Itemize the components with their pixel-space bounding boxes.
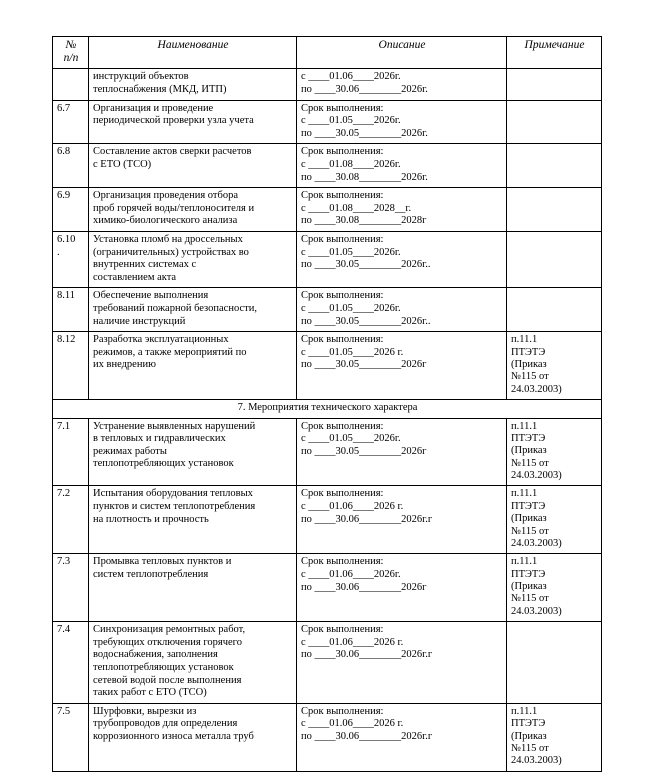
note-line: №115 от (511, 457, 549, 469)
name-line: с ЕТО (ТСО) (93, 159, 152, 170)
deadline-line: с ____01.06____2026г. (301, 568, 401, 580)
name-line: систем теплопотребления (93, 568, 209, 580)
deadline-line: по ____30.06________2026г (301, 581, 427, 593)
deadline-line: по ____30.05________2026г.. (301, 259, 431, 271)
cell-note (507, 144, 602, 188)
header-number-line1: № (65, 39, 77, 51)
name-line: теплоснабжения (МКД, ИТП) (93, 84, 227, 96)
note-line: 24.03.2003) (511, 755, 562, 767)
header-cell-name: Наименование (89, 37, 297, 69)
deadline-label: Срок выполнения: (301, 705, 384, 717)
cell-note (507, 554, 602, 622)
cell-description (297, 622, 507, 704)
cell-note (507, 231, 602, 287)
name-line: внутренних системах с (93, 259, 197, 271)
name-line: составлением акта (93, 271, 177, 283)
table-row (53, 288, 602, 332)
table-row (53, 554, 602, 622)
table-row (53, 486, 602, 554)
header-number-line2: п/п (63, 52, 79, 65)
note-line: п.11.1 (511, 556, 538, 568)
note-line: (Приказ (511, 730, 547, 742)
cell-number: 6.7 (53, 100, 89, 144)
deadline-line: с ____01.08____2026г. (301, 159, 401, 170)
name-line: теплопотребляющих установок (93, 458, 234, 470)
cell-description (297, 332, 507, 400)
cell-note (507, 418, 602, 486)
cell-name (89, 288, 297, 332)
table-row (53, 622, 602, 704)
cell-note (507, 622, 602, 704)
deadline-line: с ____01.05____2026г. (301, 302, 401, 314)
note-line: 24.03.2003) (511, 470, 562, 482)
table-row (53, 703, 602, 771)
table-body (53, 69, 602, 771)
cell-number: 7.2 (53, 486, 89, 554)
name-line: требований пожарной безопасности, (93, 302, 257, 314)
cell-description (297, 231, 507, 287)
section-title: 7. Мероприятия технического характера (53, 400, 602, 419)
cell-name (89, 69, 297, 100)
deadline-line: по ____30.06________2026г.г (301, 513, 433, 525)
deadline-line: с ____01.06____2026 г. (301, 501, 404, 513)
name-line: (ограничительных) устройствах во (93, 246, 249, 258)
cell-number: 8.12 (53, 332, 89, 400)
header-cell-number (53, 37, 89, 69)
name-line: коррозионного износа металла труб (93, 730, 254, 742)
name-line: таких работ с ЕТО (ТСО) (93, 687, 207, 699)
name-line: наличие инструкций (93, 315, 186, 327)
deadline-line: с ____01.05____2026 г. (301, 346, 404, 358)
name-line: Обеспечение выполнения (93, 290, 209, 302)
name-line: трубопроводов для определения (93, 718, 238, 730)
name-line: Устранение выявленных нарушений (93, 420, 256, 432)
deadline-label: Срок выполнения: (301, 190, 384, 202)
deadline-label: Срок выполнения: (301, 488, 384, 500)
name-line: Промывка тепловых пунктов и (93, 556, 232, 568)
table-header (53, 37, 602, 69)
measures-table (52, 36, 602, 772)
note-line: п.11.1 (511, 420, 538, 432)
deadline-label: Срок выполнения: (301, 556, 384, 568)
note-line: 24.03.2003) (511, 537, 562, 549)
name-line: их внедрению (93, 359, 156, 371)
cell-description (297, 486, 507, 554)
deadline-label: Срок выполнения: (301, 334, 384, 346)
cell-name (89, 622, 297, 704)
cell-name (89, 332, 297, 400)
table-row (53, 144, 602, 188)
cell-name (89, 188, 297, 232)
cell-note (507, 100, 602, 144)
cell-description (297, 288, 507, 332)
name-line: инструкций объектов (93, 71, 189, 83)
cell-number: 7.4 (53, 622, 89, 704)
deadline-line: с ____01.06____2026 г. (301, 718, 404, 730)
deadline-line: по ____30.06________2026г.г (301, 649, 433, 661)
deadline-line: по ____30.08________2026г. (301, 171, 428, 183)
name-line: Шурфовки, вырезки из (93, 705, 197, 717)
cell-number: 6.8 (53, 144, 89, 188)
cell-description (297, 144, 507, 188)
name-line: Разработка эксплуатационных (93, 334, 229, 346)
note-line: ПТЭТЭ (511, 568, 546, 580)
note-line: №115 от (511, 593, 549, 605)
deadline-label: Срок выполнения: (301, 624, 384, 636)
cell-description (297, 703, 507, 771)
table-section-row (53, 400, 602, 419)
deadline-line: по ____30.05________2026г (301, 359, 427, 371)
table-row (53, 188, 602, 232)
note-line: (Приказ (511, 513, 547, 525)
cell-description (297, 418, 507, 486)
name-line: химико-биологического анализа (93, 215, 238, 227)
note-line: 24.03.2003) (511, 383, 562, 395)
cell-note (507, 486, 602, 554)
cell-name (89, 554, 297, 622)
note-line: №115 от (511, 525, 549, 537)
cell-name (89, 486, 297, 554)
deadline-label: Срок выполнения: (301, 102, 384, 114)
name-line: Составление актов сверки расчетов (93, 146, 252, 158)
cell-number (53, 69, 89, 100)
name-line: Испытания оборудования тепловых (93, 488, 253, 500)
deadline-line: по ____30.05________2026г (301, 445, 427, 457)
note-line: (Приказ (511, 358, 547, 370)
cell-name (89, 703, 297, 771)
name-line: водоснабжения, заполнения (93, 649, 218, 661)
table-row (53, 332, 602, 400)
deadline-line: по ____30.08________2028г (301, 215, 427, 227)
name-line: на плотность и прочность (93, 513, 209, 525)
name-line: проб горячей воды/теплоносителя и (93, 202, 255, 214)
cell-note (507, 332, 602, 400)
cell-number: 7.3 (53, 554, 89, 622)
cell-note (507, 188, 602, 232)
deadline-line: с ____01.05____2026г. (301, 433, 401, 445)
cell-description (297, 554, 507, 622)
header-cell-description: Описание (297, 37, 507, 69)
note-line: №115 от (511, 742, 549, 754)
deadline-label: Срок выполнения: (301, 233, 384, 245)
cell-number: 6.9 (53, 188, 89, 232)
table-row (53, 69, 602, 100)
table-header-row (53, 37, 602, 69)
name-line: режимах работы (93, 445, 167, 457)
cell-name (89, 231, 297, 287)
deadline-line: с ____01.05____2026г. (301, 246, 401, 258)
table-row (53, 418, 602, 486)
name-line: теплопотребляющих установок (93, 662, 234, 673)
cell-number: 8.11 (53, 288, 89, 332)
note-line: (Приказ (511, 581, 547, 593)
cell-note (507, 703, 602, 771)
note-line: №115 от (511, 371, 549, 383)
name-line: режимов, а также мероприятий по (93, 346, 247, 358)
deadline-line: по ____30.05________2026г.. (301, 315, 431, 327)
note-line: (Приказ (511, 445, 547, 457)
note-line: п.11.1 (511, 705, 538, 717)
cell-name (89, 144, 297, 188)
table-row (53, 100, 602, 144)
name-line: требующих отключения горячего (93, 636, 242, 648)
cell-description (297, 100, 507, 144)
cell-number: 7.1 (53, 418, 89, 486)
cell-number: 7.5 (53, 703, 89, 771)
note-line: 24.03.2003) (511, 605, 562, 617)
name-line: периодической проверки узла учета (93, 115, 254, 127)
name-line: Организация и проведение (93, 102, 214, 114)
deadline-line: с ____01.05____2026г. (301, 115, 401, 127)
deadline-line: с ____01.08____2028__г. (301, 202, 412, 214)
deadline-label: Срок выполнения: (301, 146, 384, 158)
deadline-line: по ____30.06________2026г.г (301, 730, 433, 742)
note-line: п.11.1 (511, 488, 538, 500)
deadline-line: с ____01.06____2026 г. (301, 636, 404, 648)
cell-name (89, 100, 297, 144)
name-line: Установка пломб на дроссельных (93, 233, 243, 245)
header-cell-note: Примечание (507, 37, 602, 69)
cell-name (89, 418, 297, 486)
note-line: ПТЭТЭ (511, 346, 546, 358)
deadline-label: с ____01.06____2026г. (301, 71, 401, 83)
name-line: Синхронизация ремонтных работ, (93, 624, 246, 636)
deadline-line: по ____30.05________2026г. (301, 127, 428, 139)
note-line: ПТЭТЭ (511, 432, 546, 444)
deadline-line: по ____30.06________2026г. (301, 84, 428, 96)
name-line: сетевой водой после выполнения (93, 674, 242, 686)
table-row (53, 231, 602, 287)
deadline-label: Срок выполнения: (301, 290, 384, 302)
note-line: ПТЭТЭ (511, 718, 546, 730)
cell-note (507, 288, 602, 332)
cell-number: 6.10 . (53, 231, 89, 287)
deadline-label: Срок выполнения: (301, 420, 384, 432)
cell-description (297, 188, 507, 232)
note-line: п.11.1 (511, 334, 538, 346)
cell-note (507, 69, 602, 100)
name-line: Организация проведения отбора (93, 190, 238, 202)
name-line: в тепловых и гидравлических (93, 433, 226, 445)
name-line: пунктов и систем теплопотребления (93, 501, 256, 513)
note-line: ПТЭТЭ (511, 500, 546, 512)
cell-description (297, 69, 507, 100)
